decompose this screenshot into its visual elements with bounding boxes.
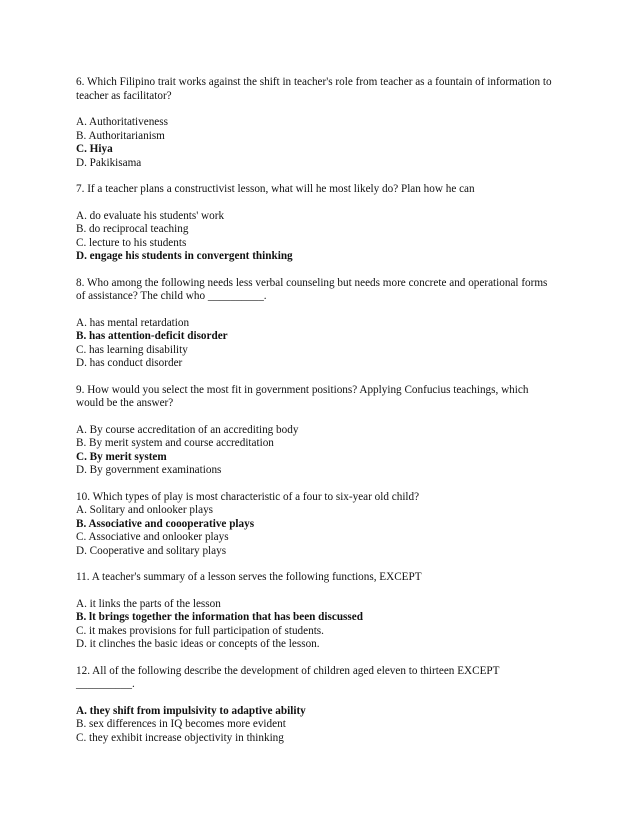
option-12b: B. sex differences in IQ becomes more evident [76, 718, 286, 730]
option-9b: B. By merit system and course accreditation [76, 437, 274, 449]
option-12a-correct: A. they shift from impulsivity to adaptive ability [76, 704, 306, 717]
question-10 [76, 491, 576, 559]
question-6-line-2: teacher as facilitator? [76, 89, 172, 102]
option-11a: A. it links the parts of the lesson [76, 597, 221, 610]
option-6d: D. Pakikisama [76, 156, 142, 169]
option-9a: A. By course accreditation of an accrediting body [76, 423, 299, 436]
option-9d: D. By government examinations [76, 464, 222, 476]
question-9-line-2: would be the answer? [76, 397, 174, 409]
question-8 [76, 277, 576, 371]
option-8c: C. has learning disability [76, 343, 188, 356]
option-11b-correct: B. lt brings together the information that has been discussed [76, 611, 363, 623]
option-12c: C. they exhibit increase objectivity in thinking [76, 731, 284, 744]
option-10d: D. Cooperative and solitary plays [76, 544, 227, 557]
question-6 [76, 76, 576, 170]
option-6a: A. Authoritativeness [76, 116, 168, 128]
option-11d: D. it clinches the basic ideas or concepts of the lesson. [76, 638, 320, 650]
answer-blank: __________ [76, 678, 132, 690]
question-12-line-1: 12. All of the following describe the development of children aged eleven to thirteen EXCEPT [76, 664, 500, 677]
option-10b-correct: B. Associative and coooperative plays [76, 517, 255, 530]
question-7-line-1: 7. If a teacher plans a constructivist lesson, what will he most likely do? Plan how he can [76, 183, 475, 195]
question-11 [76, 571, 576, 652]
option-8b-correct: B. has attention-deficit disorder [76, 330, 228, 342]
option-8a: A. has mental retardation [76, 316, 190, 329]
option-6c-correct: C. Hiya [76, 143, 113, 155]
option-10a: A. Solitary and onlooker plays [76, 504, 214, 516]
question-12-line-2: __________. [76, 678, 135, 690]
option-11c: C. it makes provisions for full participation of students. [76, 624, 324, 637]
answer-blank: __________ [207, 290, 264, 302]
option-8d: D. has conduct disorder [76, 357, 183, 369]
question-8-line-2: of assistance? The child who __________. [76, 290, 267, 302]
option-10c: C. Associative and onlooker plays [76, 531, 229, 543]
option-7d-correct: D. engage his students in convergent thinking [76, 250, 293, 262]
question-12 [76, 665, 576, 746]
document-page [76, 76, 576, 745]
option-7a: A. do evaluate his students' work [76, 209, 225, 222]
option-7b: B. do reciprocal teaching [76, 223, 189, 235]
question-8-line-1: 8. Who among the following needs less verbal counseling but needs more concrete and operational forms [76, 276, 548, 289]
option-6b: B. Authoritarianism [76, 129, 165, 142]
option-7c: C. lecture to his students [76, 236, 187, 249]
question-11-line-1: 11. A teacher's summary of a lesson serves the following functions, EXCEPT [76, 571, 422, 583]
option-9c-correct: C. By merit system [76, 450, 167, 463]
question-10-line-1: 10. Which types of play is most characteristic of a four to six-year old child? [76, 490, 420, 503]
question-9 [76, 384, 576, 478]
question-6-line-1: 6. Which Filipino trait works against the shift in teacher's role from teacher as a fountain of information to [76, 76, 552, 88]
question-7 [76, 183, 576, 264]
question-9-line-1: 9. How would you select the most fit in government positions? Applying Confucius teachings, which [76, 383, 529, 396]
